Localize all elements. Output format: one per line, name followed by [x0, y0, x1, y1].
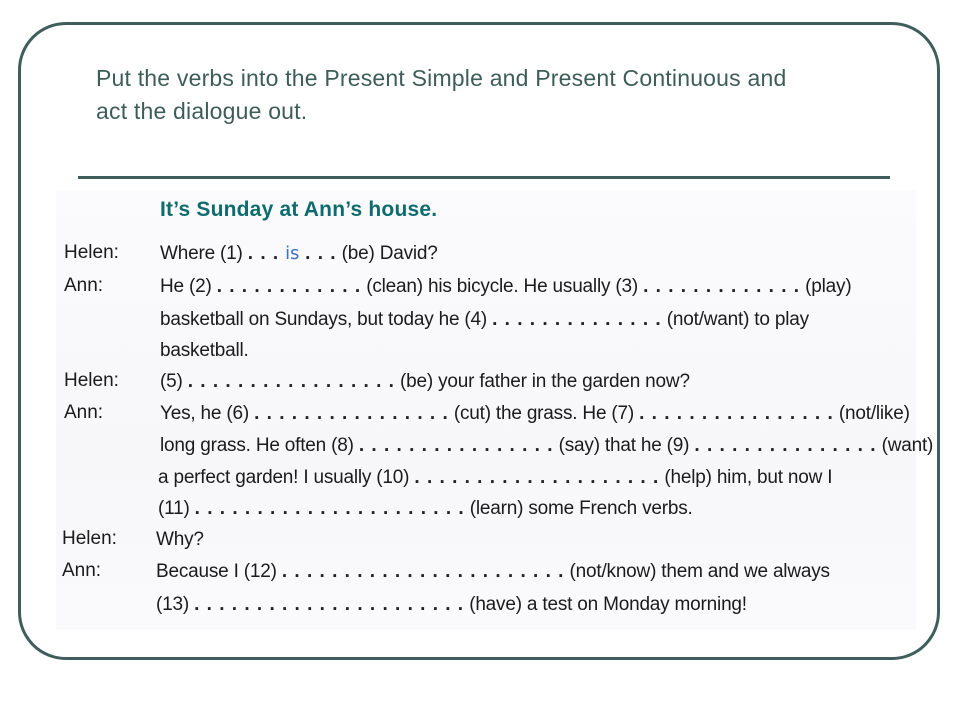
dialogue-line — [156, 529, 204, 551]
speaker-label: Helen: — [62, 528, 117, 549]
answer-blank: . . . — [305, 243, 337, 264]
dialogue-line — [158, 467, 832, 489]
dialogue-text: (say) that he (9) — [558, 435, 690, 456]
dialogue-text: Where (1) — [160, 243, 243, 264]
answer-blank: . . . . . . . . . . . . . . . . — [358, 435, 554, 456]
dialogue-line — [160, 276, 851, 298]
answer-blank: . . . . . . . . . . . . . . . . . . . . — [414, 467, 660, 488]
dialogue-text: (play) — [805, 276, 852, 297]
dialogue-line — [160, 340, 249, 362]
handwritten-answer: is — [285, 243, 300, 264]
dialogue-text: (11) — [158, 498, 190, 519]
answer-blank: . . . . . . . . . . . . . . . . . — [187, 371, 395, 392]
instruction-line-2: act the dialogue out. — [96, 98, 308, 124]
dialogue-text: Why? — [156, 529, 204, 550]
answer-blank: . . . . . . . . . . . . . . . — [694, 435, 877, 456]
dialogue-line — [160, 309, 809, 331]
answer-blank: . . . — [247, 243, 280, 264]
speaker-label: Ann: — [64, 402, 104, 423]
speaker-label: Ann: — [64, 275, 104, 296]
dialogue-text: long grass. He often (8) — [160, 435, 354, 456]
answer-blank: . . . . . . . . . . . . . . . . . . . . . . — [194, 594, 465, 615]
answer-blank: . . . . . . . . . . . . . — [643, 276, 801, 297]
dialogue-text: (clean) his bicycle. He usually (3) — [366, 276, 638, 297]
dialogue-text: a perfect garden! I usually (10) — [158, 467, 410, 488]
dialogue-text: (be) your father in the garden now? — [400, 371, 690, 392]
divider-line — [78, 176, 890, 179]
dialogue-text: (not/like) — [838, 403, 910, 424]
answer-blank: . . . . . . . . . . . . . . . . — [639, 403, 834, 424]
dialogue-text: basketball on Sundays, but today he (4) — [160, 309, 488, 330]
dialogue-line — [160, 403, 910, 425]
dialogue-text: (learn) some French verbs. — [469, 498, 693, 519]
dialogue-line — [160, 435, 933, 457]
dialogue-text: Yes, he (6) — [160, 403, 249, 424]
dialogue-text: (not/want) to play — [666, 309, 809, 330]
answer-blank: . . . . . . . . . . . . . . . . . . . . . . — [194, 498, 465, 519]
speaker-label: Helen: — [64, 370, 119, 391]
dialogue-text: He (2) — [160, 276, 212, 297]
dialogue-text: (cut) the grass. He (7) — [453, 403, 635, 424]
exercise-instruction — [96, 62, 896, 128]
speaker-label: Helen: — [64, 242, 119, 263]
dialogue-text: basketball. — [160, 340, 249, 361]
dialogue-line — [156, 561, 830, 583]
dialogue-line — [156, 594, 747, 616]
dialogue-text: (have) a test on Monday morning! — [469, 594, 747, 615]
dialogue-text: Because I (12) — [156, 561, 277, 582]
dialogue-line — [160, 243, 438, 265]
dialogue-text: (help) him, but now I — [664, 467, 833, 488]
dialogue-text: (not/know) them and we always — [569, 561, 830, 582]
dialogue-title: It’s Sunday at Ann’s house. — [160, 198, 438, 221]
dialogue-line — [160, 371, 690, 393]
answer-blank: . . . . . . . . . . . . . . . . — [254, 403, 449, 424]
dialogue-line — [158, 498, 693, 520]
dialogue-text: (13) — [156, 594, 189, 615]
dialogue-text: (want) — [881, 435, 934, 456]
dialogue-text: (5) — [160, 371, 183, 392]
answer-blank: . . . . . . . . . . . . — [216, 276, 362, 297]
speaker-label: Ann: — [62, 560, 102, 581]
answer-blank: . . . . . . . . . . . . . . — [492, 309, 662, 330]
answer-blank: . . . . . . . . . . . . . . . . . . . . . . . — [281, 561, 565, 582]
dialogue-text: (be) David? — [341, 243, 438, 264]
instruction-line-1: Put the verbs into the Present Simple and Present Continuous and — [96, 65, 787, 91]
